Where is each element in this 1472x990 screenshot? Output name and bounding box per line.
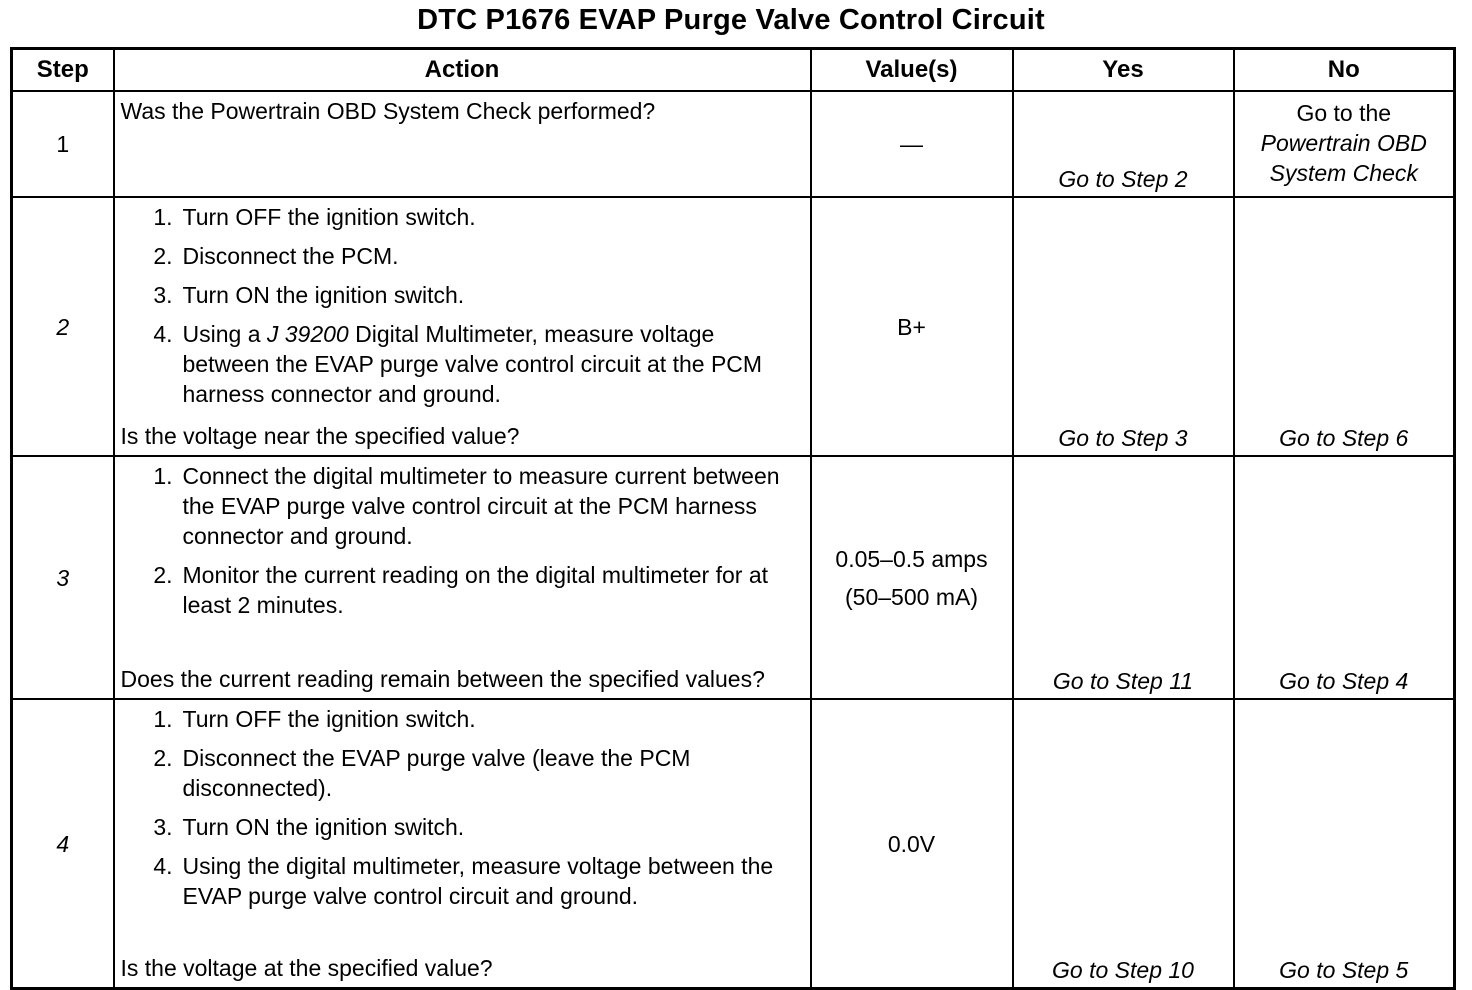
header-step: Step (12, 49, 114, 92)
header-action: Action (114, 49, 811, 92)
table-header-row (12, 49, 1455, 92)
no-goto-link[interactable]: Go to Step 4 (1279, 668, 1409, 694)
table-row-step-2 (12, 197, 1455, 456)
no-cell (1234, 91, 1455, 197)
action-question: Does the current reading remain between the specified values? (120, 666, 765, 692)
tool-number: J 39200 (266, 321, 349, 347)
no-goto-link[interactable]: Go to Step 5 (1279, 957, 1409, 983)
header-values: Value(s) (811, 49, 1013, 92)
action-cell (114, 197, 811, 456)
value-text-secondary: (50–500 mA) (845, 583, 978, 610)
list-item: 2. Disconnect the EVAP purge valve (leave the PCM disconnected). (153, 745, 691, 801)
no-cell (1234, 456, 1455, 699)
list-item: 3. Turn ON the ignition switch. (153, 814, 465, 840)
header-yes: Yes (1013, 49, 1234, 92)
yes-cell (1013, 91, 1234, 197)
action-steps-list (121, 202, 794, 418)
value-text: 0.0V (887, 830, 936, 857)
list-item: 4. Using a J 39200 Digital Multimeter, measure voltage between the EVAP purge valve control circuit at the PCM harness connector and ground. (153, 321, 763, 407)
yes-cell (1013, 456, 1234, 699)
header-no: No (1234, 49, 1455, 92)
action-steps-list (121, 704, 794, 920)
action-question: Is the voltage at the specified value? (120, 955, 493, 981)
document-title: DTC P1676 EVAP Purge Valve Control Circuit (417, 4, 1045, 36)
table-row-step-1 (12, 91, 1455, 197)
list-item: 1. Connect the digital multimeter to measure current between the EVAP purge valve control circuit at the PCM harness connector and ground. (153, 463, 780, 549)
list-item: 4. Using the digital multimeter, measure voltage between the EVAP purge valve control circuit and ground. (153, 853, 774, 909)
no-goto-link[interactable]: Go to Step 6 (1279, 425, 1409, 451)
action-question: Was the Powertrain OBD System Check performed? (120, 98, 656, 124)
yes-goto-link[interactable]: Go to Step 11 (1052, 668, 1194, 694)
step-number: 1 (12, 91, 114, 197)
action-cell (114, 91, 811, 197)
list-item: 3. Turn ON the ignition switch. (153, 282, 465, 308)
table-row-step-3 (12, 456, 1455, 699)
no-cell (1234, 197, 1455, 456)
no-cell (1234, 699, 1455, 989)
diagnostic-table (10, 47, 1456, 990)
yes-goto-link[interactable]: Go to Step 10 (1052, 957, 1194, 983)
action-steps-list (121, 461, 794, 629)
list-item: 2. Monitor the current reading on the digital multimeter for at least 2 minutes. (153, 562, 769, 618)
yes-goto-link[interactable]: Go to Step 2 (1058, 166, 1188, 192)
step-number: 3 (12, 456, 114, 699)
value-cell (811, 456, 1013, 699)
yes-cell (1013, 197, 1234, 456)
list-item: 1. Turn OFF the ignition switch. (153, 706, 476, 732)
value-cell (811, 699, 1013, 989)
value-text: 0.05–0.5 amps (835, 545, 988, 572)
list-item: 1. Turn OFF the ignition switch. (153, 204, 476, 230)
action-question: Is the voltage near the specified value? (120, 423, 520, 449)
value-cell (811, 91, 1013, 197)
step-number: 2 (12, 197, 114, 456)
step-number: 4 (12, 699, 114, 989)
no-goto-prefix: Go to the (1296, 100, 1392, 126)
value-cell (811, 197, 1013, 456)
value-text: B+ (897, 313, 926, 340)
yes-goto-link[interactable]: Go to Step 3 (1058, 425, 1188, 451)
action-cell (114, 456, 811, 699)
no-goto-link[interactable]: Powertrain OBD System Check (1260, 130, 1427, 186)
action-cell (114, 699, 811, 989)
table-row-step-4 (12, 699, 1455, 989)
value-text: — (900, 131, 923, 157)
list-item: 2. Disconnect the PCM. (153, 243, 399, 269)
yes-cell (1013, 699, 1234, 989)
